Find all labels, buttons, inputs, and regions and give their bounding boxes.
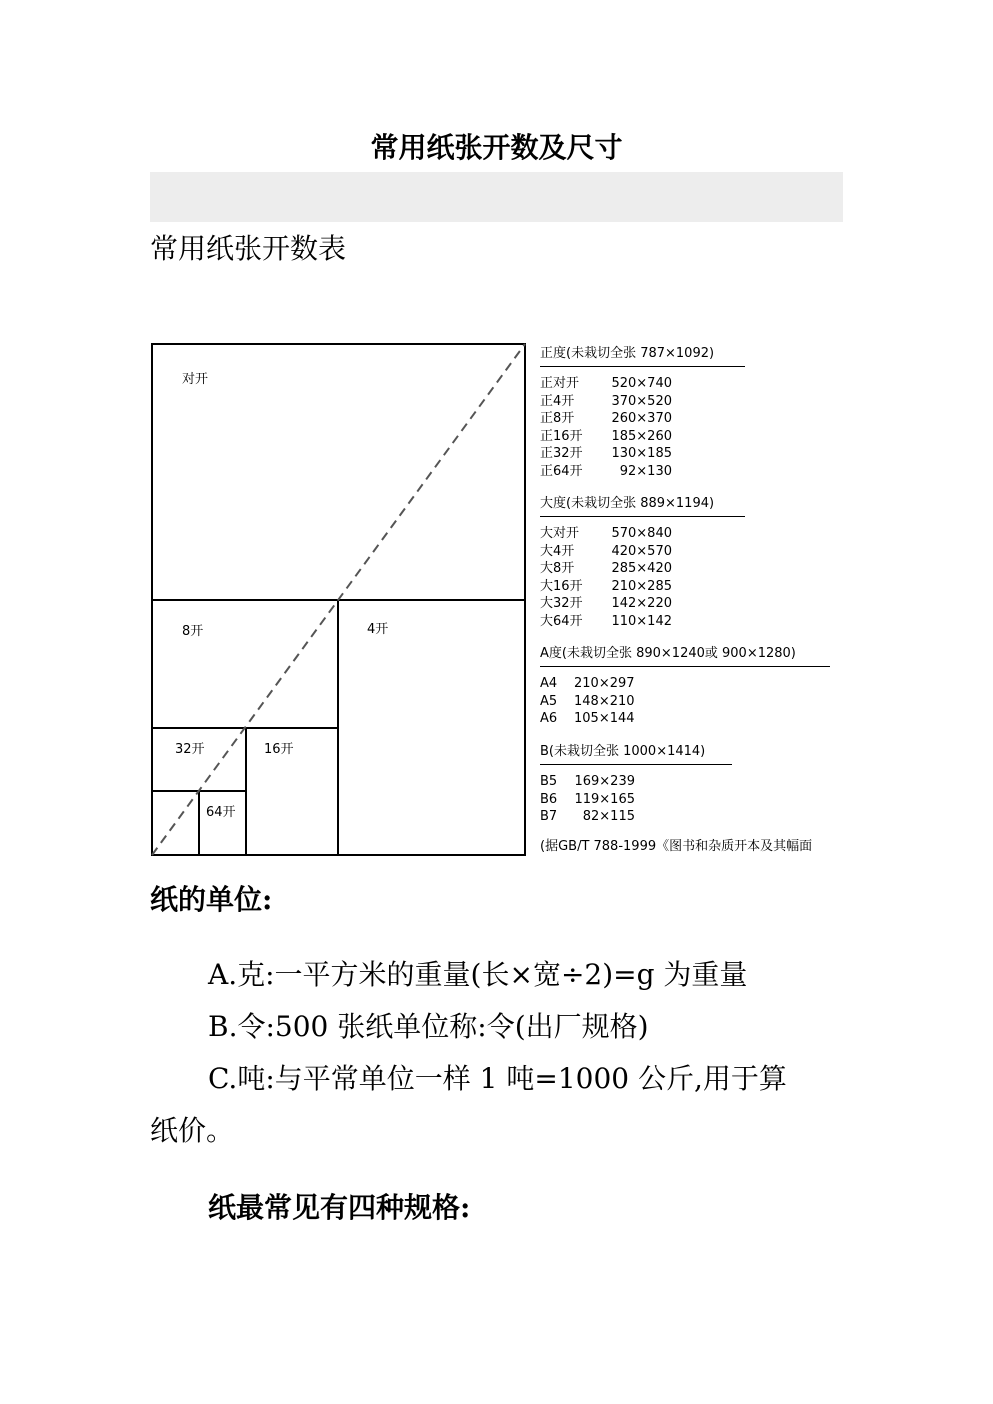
spec-row — [540, 393, 860, 411]
spec-size: 92×130 — [619, 463, 672, 479]
spec-size: 260×370 — [611, 411, 672, 426]
spec-group-heading: A度(未栽切全张 890×1240或 900×1280) — [540, 645, 830, 667]
spec-size: 130×185 — [611, 446, 672, 461]
spec-name: 正16开 — [540, 428, 583, 444]
spec-size: 210×285 — [611, 578, 672, 594]
spec-row — [540, 710, 860, 728]
paper-fold-diagram — [150, 342, 528, 858]
unit-ton-continued: 纸价。 — [150, 1114, 235, 1147]
spec-group-heading: 大度(未栽切全张 889×1194) — [540, 495, 745, 517]
label-16mo: 16开 — [264, 742, 294, 757]
spec-size: 105×144 — [574, 711, 635, 726]
spec-size: 570×840 — [611, 526, 672, 541]
spec-name: B5 — [540, 774, 558, 789]
units-heading: 纸的单位: — [150, 883, 273, 916]
spec-name: A4 — [540, 676, 558, 691]
spec-name: 大8开 — [540, 561, 575, 576]
spec-row — [540, 773, 860, 791]
spec-group-heading: B(未栽切全张 1000×1414) — [540, 743, 732, 765]
spec-size: 148×210 — [574, 693, 635, 709]
document-title: 常用纸张开数及尺寸 — [370, 131, 623, 164]
spec-size: 142×220 — [611, 596, 672, 611]
spec-size: 370×520 — [611, 393, 672, 409]
spec-size: 285×420 — [611, 561, 672, 576]
spec-group-dadu — [540, 492, 860, 630]
spec-size: 210×297 — [574, 676, 635, 691]
spec-size: 119×165 — [574, 791, 635, 807]
spec-row — [540, 791, 860, 809]
spec-group-adu — [540, 642, 860, 728]
spec-name: 大16开 — [540, 578, 583, 594]
spec-row — [540, 543, 860, 561]
spec-name: 大4开 — [540, 543, 575, 559]
spec-name: 大64开 — [540, 613, 583, 629]
fold-diagram-svg — [150, 342, 528, 858]
spec-name: 大对开 — [540, 526, 580, 541]
spec-row — [540, 675, 860, 693]
label-64mo: 64开 — [206, 805, 236, 820]
spec-size: 185×260 — [611, 428, 672, 444]
spec-size: 110×142 — [611, 613, 672, 629]
spec-name: B6 — [540, 791, 558, 807]
spec-row — [540, 463, 860, 481]
spec-row — [540, 525, 860, 543]
shaded-band — [150, 172, 843, 222]
spec-size: 169×239 — [574, 774, 635, 789]
spec-group-b — [540, 740, 860, 826]
spec-row — [540, 560, 860, 578]
spec-name: 大32开 — [540, 596, 583, 611]
spec-group-heading: 正度(未栽切全张 787×1092) — [540, 345, 745, 367]
spec-row — [540, 410, 860, 428]
spec-row — [540, 428, 860, 446]
label-32mo: 32开 — [175, 742, 205, 757]
spec-name: A6 — [540, 711, 558, 726]
spec-row — [540, 595, 860, 613]
unit-ream: B.令:500 张纸单位称:令(出厂规格) — [208, 1010, 649, 1043]
unit-ton: C.吨:与平常单位一样 1 吨=1000 公斤,用于算 — [208, 1062, 787, 1095]
spec-name: 正64开 — [540, 463, 583, 479]
spec-name: 正对开 — [540, 376, 580, 391]
unit-gram: A.克:一平方米的重量(长×宽÷2)=g 为重量 — [208, 958, 748, 991]
spec-row — [540, 808, 860, 826]
spec-name: A5 — [540, 693, 558, 709]
spec-size: 82×115 — [582, 809, 635, 824]
label-octavo: 8开 — [182, 624, 204, 639]
spec-group-zhengdu — [540, 342, 860, 480]
spec-row — [540, 693, 860, 711]
spec-name: 正32开 — [540, 446, 583, 461]
spec-name: 正4开 — [540, 393, 575, 409]
spec-size: 520×740 — [611, 376, 672, 391]
spec-size: 420×570 — [611, 543, 672, 559]
section-heading: 常用纸张开数表 — [150, 232, 347, 265]
spec-row — [540, 375, 860, 393]
label-folio: 对开 — [182, 372, 209, 387]
spec-row — [540, 613, 860, 631]
label-quarto: 4开 — [367, 622, 389, 637]
spec-name: B7 — [540, 809, 558, 824]
spec-row — [540, 578, 860, 596]
source-note: (据GB/T 788-1999《图书和杂质开本及其幅面 — [540, 839, 813, 854]
spec-row — [540, 445, 860, 463]
formats-heading: 纸最常见有四种规格: — [208, 1191, 471, 1224]
spec-name: 正8开 — [540, 411, 575, 426]
